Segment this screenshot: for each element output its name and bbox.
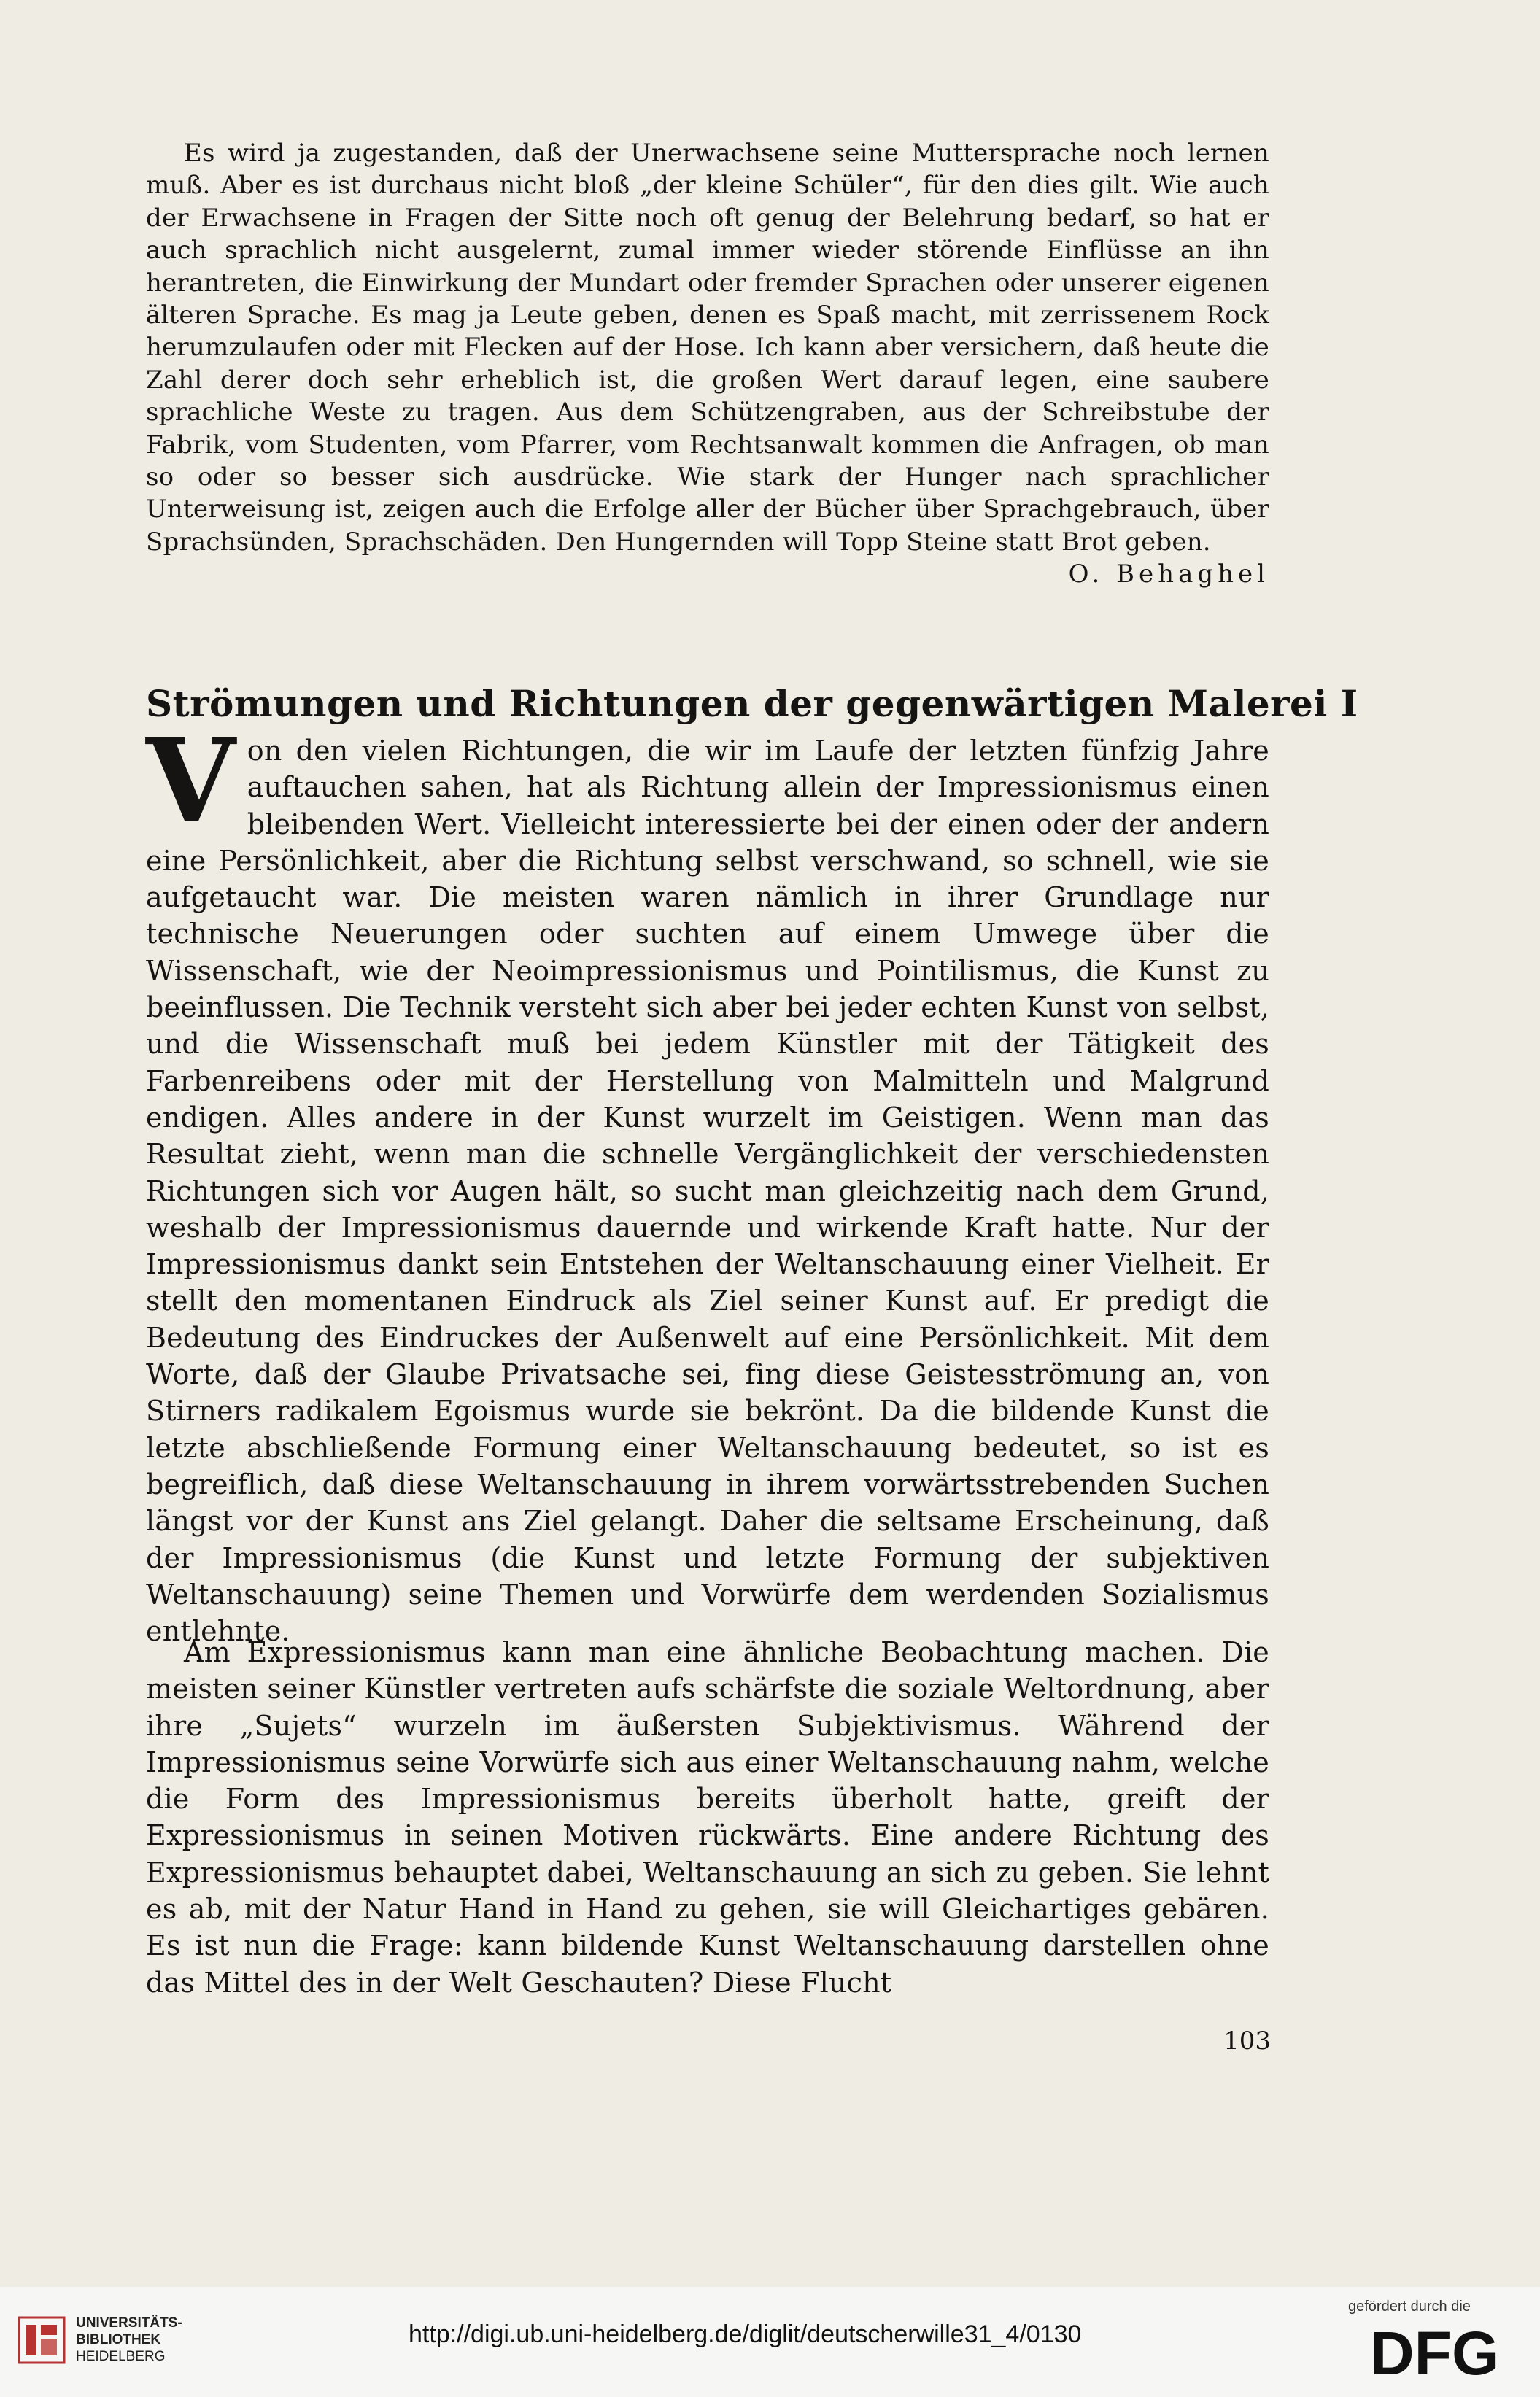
university-library-logo-icon <box>16 2315 67 2366</box>
library-name-line-2: BIBLIOTHEK <box>76 2332 161 2347</box>
funding-note: gefördert durch die <box>1348 2299 1471 2315</box>
author-signature: O. Behaghel <box>1068 559 1269 589</box>
permalink-url[interactable]: http://digi.ub.uni-heidelberg.de/diglit/deutscherwille31_4/0130 <box>409 2320 1082 2348</box>
article-heading: Strömungen und Richtungen der gegenwärtigen Malerei I <box>146 682 1358 725</box>
library-name-line-1: UNIVERSITÄTS- <box>76 2315 182 2331</box>
paragraph-2-text: on den vielen Richtungen, die wir im Laufe der letzten fünfzig Jahre auftauchen sahen, hat als Richtung allein der Impressionismus einen bleibenden Wert. Vielleicht interessierte bei der einen oder der andern eine Persönlichkeit, aber die Richtung selbst verschwand, so schnell, wie sie aufgetaucht war. Die meisten waren nämlich in ihrer Grundlage nur technische Neuerungen oder suchten auf einem Umwege über die Wissenschaft, wie der Neoimpressionismus und Pointilismus, die Kunst zu beeinflussen. Die Technik versteht sich aber bei jeder echten Kunst von selbst, und die Wissenschaft muß bei jedem Künstler mit der Tätigkeit des Farbenreibens oder mit der Herstellung von Malmitteln und Malgrund endigen. Alles andere in der Kunst wurzelt im Geistigen. Wenn man das Resultat zieht, wenn man die schnelle Vergänglichkeit der verschiedensten Richtungen sich vor Augen hält, so sucht man gleichzeitig nach dem Grund, weshalb der Impressionismus dauernde und wirkende Kraft hatte. Nur der Impressionismus dankt sein Entstehen der Weltanschauung einer Vielheit. Er stellt den momentanen Eindruck als Ziel seiner Kunst auf. Er predigt die Bedeutung des Eindruckes der Außenwelt auf eine Persönlichkeit. Mit dem Worte, daß der Glaube Privatsache sei, fing diese Geistesströmung an, von Stirners radikalem Egoismus wurde sie bekrönt. Da die bildende Kunst die letzte abschließende Formung einer Weltanschauung bedeutet, so ist es begreiflich, daß diese Weltanschauung in ihrem vorwärtsstrebenden Suchen längst vor der Kunst ans Ziel gelangt. Daher die seltsame Erscheinung, daß der Impressionismus (die Kunst und letzte Formung der subjektiven Weltanschauung) seine Themen und Vorwürfe dem werdenden Sozialismus entlehnte. <box>146 735 1269 1648</box>
drop-cap-initial: V <box>146 714 236 849</box>
viewer-footer <box>0 2287 1540 2397</box>
library-name <box>76 2315 182 2365</box>
article-paragraph-3: Am Expressionismus kann man eine ähnliche Beobachtung machen. Die meisten seiner Künstler vertreten aufs schärfste die soziale Weltordnung, aber ihre „Sujets“ wurzeln im äußersten Subjektivismus. Während der Impressionismus seine Vorwürfe sich aus einer Weltanschauung nahm, welche die Form des Impressionismus bereits überholt hatte, greift der Expressionismus in seinen Motiven rückwärts. Eine andere Richtung des Expressionismus behauptet dabei, Weltanschauung an sich zu geben. Sie lehnt es ab, mit der Natur Hand in Hand zu gehen, sie will Gleichartiges gebären. Es ist nun die Frage: kann bildende Kunst Weltanschauung darstellen ohne das Mittel des in der Welt Geschauten? Diese Flucht <box>146 1636 1269 1999</box>
library-name-line-3: HEIDELBERG <box>76 2349 166 2364</box>
article-paragraph-1 <box>146 137 1269 591</box>
page-number: 103 <box>1223 2026 1271 2056</box>
article-paragraph-2 <box>146 714 1269 1649</box>
dfg-logo-text: DFG <box>1370 2322 1500 2382</box>
dfg-logo-icon <box>1370 2322 1523 2382</box>
article-1-text: Es wird ja zugestanden, daß der Unerwachsene seine Muttersprache noch lernen muß. Aber es ist durchaus nicht bloß „der kleine Schüler“, für den dies gilt. Wie auch der Erwachsene in Fragen der Sitte noch oft genug der Belehrung bedarf, so hat er auch sprachlich nicht ausgelernt, zumal immer wieder störende Einflüsse an ihn herantreten, die Einwirkung der Mundart oder fremder Sprachen oder unserer eigenen älteren Sprache. Es mag ja Leute geben, denen es Spaß macht, mit zerrissenem Rock herumzulaufen oder mit Flecken auf der Hose. Ich kann aber versichern, daß heute die Zahl derer doch sehr erheblich ist, die großen Wert darauf legen, eine saubere sprachliche Weste zu tragen. Aus dem Schützengraben, aus der Schreibstube der Fabrik, vom Studenten, vom Pfarrer, vom Rechtsanwalt kommen die Anfragen, ob man so oder so besser sich ausdrücke. Wie stark der Hunger nach sprachlicher Unterweisung ist, zeigen auch die Erfolge aller der Bücher über Sprachgebrauch, über Sprachsünden, Sprachschäden. Den Hungernden will Topp Steine statt Brot geben. <box>146 139 1269 557</box>
